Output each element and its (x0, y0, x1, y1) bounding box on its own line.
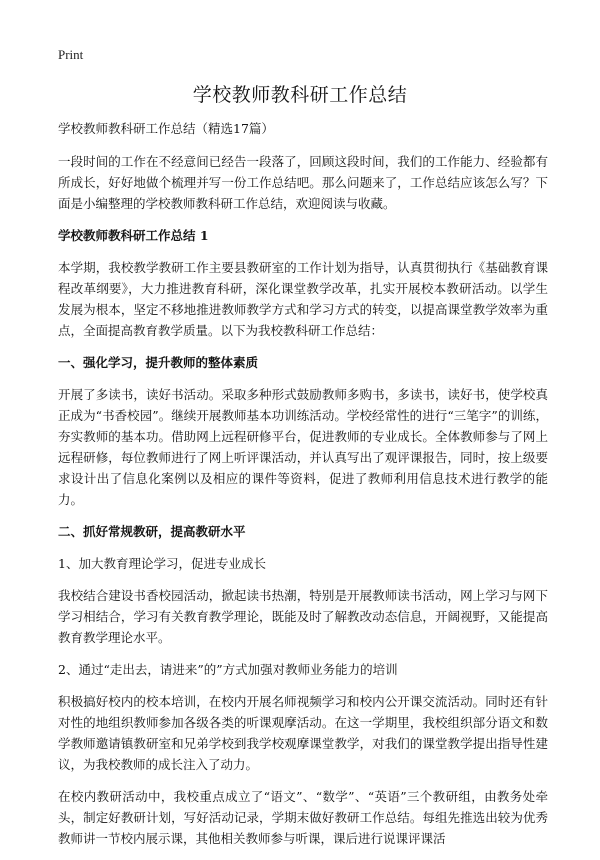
section-2-heading: 二、抓好常规教研，提高教研水平 (58, 524, 246, 539)
subsection-2-heading: 2、通过“走出去，请进来”的”方式加强对教师业务能力的培训 (58, 662, 398, 677)
article-subtitle: 学校教师教科研工作总结（精选17篇） (58, 121, 274, 136)
intro-paragraph: 一段时间的工作在不经意间已经告一段落了，回顾这段时间，我们的工作能力、经验都有所成长，好好地做个梳理并写一份工作总结吧。那么问题来了，工作总结应该怎么写？下面是小编整理的学校教师教科研工作总结，欢迎阅读与收藏。 (58, 154, 548, 211)
paragraph-1: 本学期，我校教学教研工作主要县教研室的工作计划为指导，认真贯彻执行《基础教育课程改革纲要》，大力推进教育科研，深化课堂教学改革，扎实开展校本教研活动。以学生发展为根本，坚定不移地推进教师教学方式和学习方式的转变，以提高课堂教学效率为重点，全面提高教育教学质量。以下为我校教科研工作总结： (58, 260, 548, 338)
page-title: 学校教师教科研工作总结 (192, 84, 408, 106)
article-body (58, 118, 548, 860)
section-1-text: 开展了多读书，读好书活动。采取多种形式鼓励教师多购书，多读书，读好书，使学校真正成为“书香校园”。继续开展教师基本功训练活动。学校经常性的进行“三笔字”的训练，夯实教师的基本功。借助网上远程研修平台，促进教师的专业成长。全体教师参与了网上远程研修，每位教师进行了网上听评课活动，并认真写出了观评课报告，同时，按上级要求设计出了信息化案例以及相应的课件等资料，促进了教师利用信息技术进行教学的能力。 (58, 387, 548, 507)
subsection-1-heading: 1、加大教育理论学习，促进专业成长 (58, 556, 266, 571)
subsection-1-text: 我校结合建设书香校园活动，掀起读书热潮，特别是开展教师读书活动，网上学习与网下学习相结合，学习有关教育教学理论，既能及时了解教改动态信息，开阔视野，又能提高教育教学理论水平。 (58, 588, 548, 645)
subsection-2-text-continued: 在校内教研活动中，我校重点成立了“语文”、“数学”、“英语”三个教研组，由教务处牵头，制定好教研计划，写好活动记录，学期末做好教研工作总结。每组先推选出较为优秀教师讲一节校内展示课，其他相关教师参与听课，课后进行说课评课活 (58, 789, 548, 846)
print-link[interactable]: Print (58, 47, 84, 62)
subsection-2-text: 积极搞好校内的校本培训，在校内开展名师视频学习和校内公开课交流活动。同时还有针对性的地组织教师参加各级各类的听课观摩活动。在这一学期里，我校组织部分语文和数学教师邀请镇教研室和兄弟学校到我学校观摩课堂教学，对我们的课堂教学提出指导性建议，为我校教师的成长注入了动力。 (58, 694, 548, 772)
section-1-heading: 一、强化学习，提升教师的整体素质 (58, 355, 259, 370)
article-heading: 学校教师教科研工作总结 1 (58, 228, 209, 243)
